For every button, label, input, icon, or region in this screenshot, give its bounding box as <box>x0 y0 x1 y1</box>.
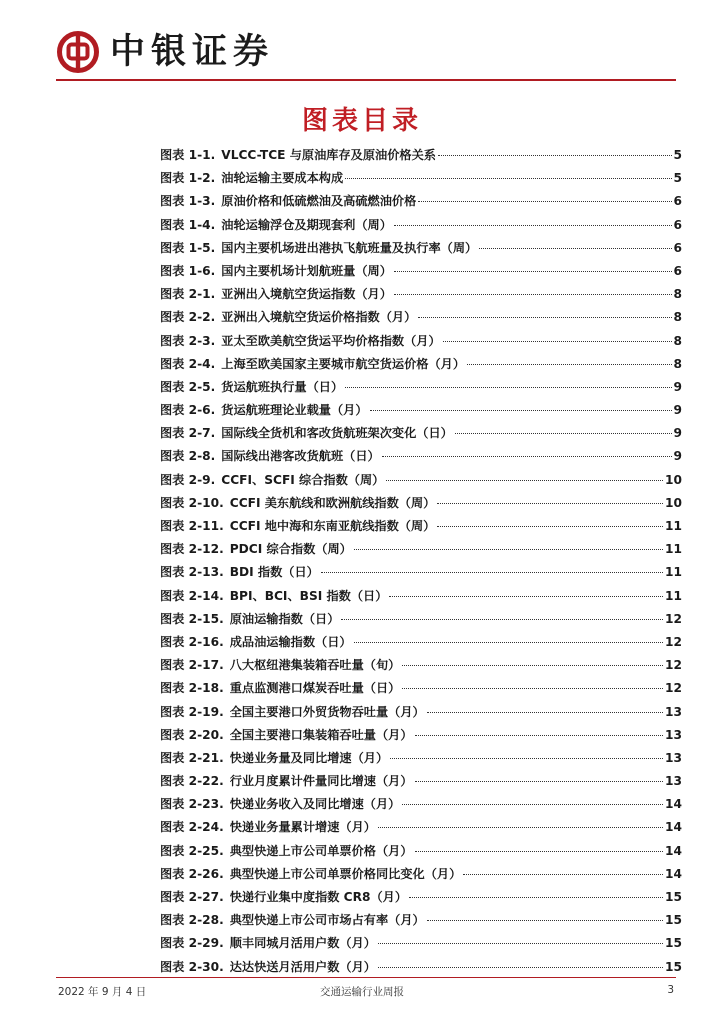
toc-entry-title: BDI 指数（日） <box>229 565 319 580</box>
toc-entry-page: 8 <box>673 356 682 371</box>
toc-entry-page: 14 <box>665 797 682 812</box>
toc-entry-page: 8 <box>673 310 682 325</box>
toc-entry-number: 图表 2-16. <box>160 634 224 649</box>
toc-entry-number: 图表 2-6. <box>160 403 216 418</box>
toc-entry-number: 图表 2-25. <box>160 843 224 858</box>
header-divider <box>56 79 676 81</box>
toc-entry-number: 图表 2-12. <box>160 542 224 557</box>
toc-leader-dots <box>341 619 663 620</box>
toc-entry-page: 9 <box>673 403 682 418</box>
toc-entry-page: 5 <box>673 171 682 186</box>
toc-entry-title: 国内主要机场进出港执飞航班量及执行率（周） <box>221 240 478 255</box>
toc-entry-page: 14 <box>665 843 682 858</box>
toc-entry-title: 快递业务量累计增速（月） <box>229 820 376 835</box>
toc-leader-dots <box>415 781 663 782</box>
toc-entry-number: 图表 2-3. <box>160 333 216 348</box>
toc-leader-dots <box>321 572 663 573</box>
toc-entry-number: 图表 2-27. <box>160 890 224 904</box>
toc-entry-title: 国际线出港客改货航班（日） <box>221 449 380 464</box>
toc-entry[interactable] <box>160 631 682 654</box>
toc-leader-dots <box>437 503 663 504</box>
toc-entry-page: 8 <box>673 333 682 348</box>
toc-entry[interactable] <box>160 677 682 700</box>
brand-name: 中银证券 <box>110 31 275 72</box>
toc-entry-title: 货运航班理论业载量（月） <box>221 403 368 418</box>
toc-entry-number: 图表 2-14. <box>160 588 224 603</box>
footer-divider <box>56 977 676 978</box>
toc-leader-dots <box>378 827 663 828</box>
toc-leader-dots <box>402 688 663 689</box>
toc-entry[interactable] <box>160 654 682 677</box>
toc-entry-title: 快递行业集中度指数 CR8（月） <box>229 890 408 904</box>
toc-entry[interactable] <box>160 816 682 839</box>
toc-entry-number: 图表 2-9. <box>160 472 216 487</box>
toc-entry[interactable] <box>160 260 682 283</box>
toc-entry-title: 成品油运输指数（日） <box>229 634 352 649</box>
toc-leader-dots <box>463 874 663 875</box>
toc-entry-page: 8 <box>673 287 682 302</box>
toc-entry-title: 原油运输指数（日） <box>229 611 340 626</box>
toc-entry-title: 典型快递上市公司单票价格（月） <box>229 843 413 858</box>
toc-entry-number: 图表 2-30. <box>160 959 224 974</box>
toc-entry-title: CCFI、SCFI 综合指数（周） <box>221 472 385 487</box>
toc-entry-title: 油轮运输浮仓及期现套利（周） <box>221 217 392 232</box>
toc-entry-page: 13 <box>665 774 682 789</box>
toc-entry[interactable] <box>160 422 682 445</box>
toc-entry[interactable] <box>160 283 682 306</box>
toc-leader-dots <box>345 178 671 179</box>
toc-leader-dots <box>479 248 671 249</box>
toc-entry-page: 13 <box>665 727 682 742</box>
toc-entry-title: 典型快递上市公司市场占有率（月） <box>229 913 425 928</box>
toc-entry-page: 12 <box>665 681 682 696</box>
toc-leader-dots <box>438 155 672 156</box>
toc-leader-dots <box>389 596 663 597</box>
toc-entry-number: 图表 2-8. <box>160 449 216 464</box>
toc-entry-page: 12 <box>665 634 682 649</box>
toc-leader-dots <box>386 480 663 481</box>
toc-entry-number: 图表 2-23. <box>160 797 224 812</box>
toc-leader-dots <box>394 271 672 272</box>
toc-entry-title: 原油价格和低硫燃油及高硫燃油价格 <box>221 194 417 209</box>
toc-entry-page: 10 <box>665 472 682 487</box>
toc-entry-page: 15 <box>665 936 682 951</box>
toc-entry[interactable] <box>160 445 682 468</box>
bank-of-china-logo-icon <box>56 30 100 74</box>
toc-entry-number: 图表 2-11. <box>160 519 224 533</box>
toc-entry-number: 图表 2-22. <box>160 774 224 789</box>
toc-entry-page: 12 <box>665 658 682 673</box>
toc-entry[interactable] <box>160 376 682 399</box>
toc-entry-title: 亚洲出入境航空货运价格指数（月） <box>221 310 417 325</box>
toc-entry-page: 9 <box>673 449 682 464</box>
toc-entry-page: 11 <box>665 565 682 580</box>
toc-entry[interactable] <box>160 561 682 584</box>
toc-entry-number: 图表 2-24. <box>160 820 224 835</box>
toc-entry-number: 图表 2-20. <box>160 727 224 742</box>
toc-entry-number: 图表 2-29. <box>160 936 224 951</box>
toc-entry[interactable] <box>160 469 682 492</box>
toc-entry-page: 11 <box>665 588 682 603</box>
toc-entry-page: 15 <box>665 913 682 928</box>
footer-report-title: 交通运输行业周报 <box>320 986 404 998</box>
toc-entry[interactable] <box>160 237 682 260</box>
toc-entry-page: 11 <box>665 519 682 533</box>
toc-entry[interactable] <box>160 306 682 329</box>
toc-entry[interactable] <box>160 770 682 793</box>
toc-entry-number: 图表 2-15. <box>160 611 224 626</box>
footer-page-number: 3 <box>667 984 674 996</box>
toc-entry[interactable] <box>160 886 682 909</box>
toc-leader-dots <box>402 665 663 666</box>
toc-leader-dots <box>390 758 663 759</box>
toc-entry[interactable] <box>160 608 682 631</box>
toc-entry-title: CCFI 地中海和东南亚航线指数（周） <box>229 519 436 533</box>
toc-entry[interactable] <box>160 515 682 538</box>
toc-entry-title: CCFI 美东航线和欧洲航线指数（周） <box>229 495 436 510</box>
toc-entry-page: 9 <box>673 426 682 441</box>
toc-entry-page: 11 <box>665 542 682 557</box>
toc-entry-title: VLCC-TCE 与原油库存及原油价格关系 <box>221 148 436 162</box>
toc-entry-number: 图表 2-7. <box>160 426 216 441</box>
toc-entry-title: 顺丰同城月活用户数（月） <box>229 936 376 951</box>
toc-entry[interactable] <box>160 492 682 515</box>
toc-entry-title: 货运航班执行量（日） <box>221 379 344 394</box>
toc-entry-page: 12 <box>665 611 682 626</box>
toc-leader-dots <box>455 433 672 434</box>
toc-entry-page: 13 <box>665 750 682 765</box>
toc-entry-page: 10 <box>665 495 682 510</box>
toc-entry[interactable] <box>160 585 682 608</box>
toc-entry-page: 15 <box>665 890 682 904</box>
toc-leader-dots <box>437 526 663 527</box>
toc-entry[interactable] <box>160 701 682 724</box>
toc-leader-dots <box>382 456 672 457</box>
toc-entry-number: 图表 1-1. <box>160 148 216 162</box>
toc-leader-dots <box>378 967 663 968</box>
toc-leader-dots <box>354 549 663 550</box>
toc-entry-title: 快递业务收入及同比增速（月） <box>229 797 401 812</box>
toc-entry[interactable] <box>160 399 682 422</box>
toc-entry[interactable] <box>160 793 682 816</box>
toc-entry-page: 13 <box>665 704 682 719</box>
toc-entry-number: 图表 1-3. <box>160 194 216 209</box>
toc-entry[interactable] <box>160 190 682 213</box>
toc-leader-dots <box>415 735 663 736</box>
toc-leader-dots <box>427 712 663 713</box>
toc-entry-title: 全国主要港口外贸货物吞吐量（月） <box>229 704 425 719</box>
toc-leader-dots <box>354 642 663 643</box>
toc-entry[interactable] <box>160 330 682 353</box>
toc-entry-title: PDCI 综合指数（周） <box>229 542 352 557</box>
toc-entry-number: 图表 2-10. <box>160 495 224 510</box>
toc-leader-dots <box>402 804 663 805</box>
toc-entry-number: 图表 2-5. <box>160 379 216 394</box>
toc-entry-page: 6 <box>673 240 682 255</box>
toc-entry-title: 全国主要港口集装箱吞吐量（月） <box>229 727 413 742</box>
toc-entry[interactable] <box>160 353 682 376</box>
toc-entry-number: 图表 2-1. <box>160 287 216 302</box>
toc-entry-number: 图表 2-4. <box>160 356 216 371</box>
toc-entry-number: 图表 2-2. <box>160 310 216 325</box>
toc-entry[interactable] <box>160 840 682 863</box>
toc-title: 图表目录 <box>301 106 422 136</box>
toc-leader-dots <box>443 341 672 342</box>
toc-entry-number: 图表 2-21. <box>160 750 224 765</box>
toc-leader-dots <box>467 364 671 365</box>
figure-toc-list <box>160 144 682 979</box>
toc-entry-title: 八大枢纽港集装箱吞吐量（旬） <box>229 658 401 673</box>
toc-entry[interactable] <box>160 747 682 770</box>
toc-entry-title: 油轮运输主要成本构成 <box>221 171 344 186</box>
toc-leader-dots <box>415 851 663 852</box>
toc-entry[interactable] <box>160 538 682 561</box>
toc-leader-dots <box>378 943 663 944</box>
toc-entry-page: 14 <box>665 820 682 835</box>
toc-entry-page: 15 <box>665 959 682 974</box>
toc-entry[interactable] <box>160 214 682 237</box>
toc-entry-number: 图表 2-13. <box>160 565 224 580</box>
toc-entry-page: 6 <box>673 194 682 209</box>
toc-entry-number: 图表 2-28. <box>160 913 224 928</box>
toc-entry[interactable] <box>160 724 682 747</box>
toc-entry-number: 图表 1-2. <box>160 171 216 186</box>
toc-entry-title: 国际线全货机和客改货航班架次变化（日） <box>221 426 453 441</box>
toc-entry-title: 亚太至欧美航空货运平均价格指数（月） <box>221 333 441 348</box>
toc-entry[interactable] <box>160 863 682 886</box>
toc-leader-dots <box>370 410 672 411</box>
toc-entry[interactable] <box>160 144 682 167</box>
toc-entry-title: 国内主要机场计划航班量（周） <box>221 263 392 278</box>
toc-entry[interactable] <box>160 956 682 979</box>
toc-entry-page: 5 <box>673 148 682 162</box>
toc-entry-number: 图表 2-18. <box>160 681 224 696</box>
toc-entry[interactable] <box>160 909 682 932</box>
toc-entry-title: 快递业务量及同比增速（月） <box>229 750 389 765</box>
toc-entry[interactable] <box>160 932 682 955</box>
toc-entry[interactable] <box>160 167 682 190</box>
footer-date: 2022 年 9 月 4 日 <box>58 986 147 998</box>
toc-entry-page: 14 <box>665 866 682 881</box>
toc-entry-title: 典型快递上市公司单票价格同比变化（月） <box>229 866 462 881</box>
toc-entry-number: 图表 2-19. <box>160 704 224 719</box>
page-header <box>56 26 676 80</box>
toc-entry-number: 图表 1-6. <box>160 263 216 278</box>
toc-leader-dots <box>409 897 663 898</box>
toc-leader-dots <box>394 225 672 226</box>
toc-leader-dots <box>418 317 671 318</box>
toc-entry-title: 达达快送月活用户数（月） <box>229 959 376 974</box>
toc-leader-dots <box>427 920 663 921</box>
toc-entry-number: 图表 1-4. <box>160 217 216 232</box>
toc-leader-dots <box>345 387 671 388</box>
toc-entry-number: 图表 2-17. <box>160 658 224 673</box>
toc-entry-number: 图表 1-5. <box>160 240 216 255</box>
toc-leader-dots <box>418 201 671 202</box>
toc-entry-number: 图表 2-26. <box>160 866 224 881</box>
toc-entry-title: 重点监测港口煤炭吞吐量（日） <box>229 681 401 696</box>
toc-entry-title: BPI、BCI、BSI 指数（日） <box>229 588 388 603</box>
toc-entry-title: 行业月度累计件量同比增速（月） <box>229 774 413 789</box>
toc-leader-dots <box>394 294 672 295</box>
toc-entry-title: 上海至欧美国家主要城市航空货运价格（月） <box>221 356 466 371</box>
toc-entry-page: 6 <box>673 217 682 232</box>
toc-entry-title: 亚洲出入境航空货运指数（月） <box>221 287 392 302</box>
toc-entry-page: 6 <box>673 263 682 278</box>
toc-entry-page: 9 <box>673 379 682 394</box>
